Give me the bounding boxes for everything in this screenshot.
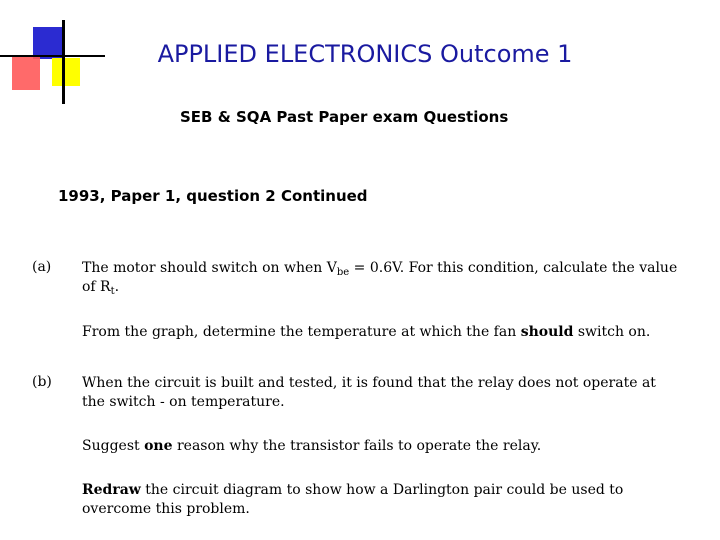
part-b-question-2: Suggest one reason why the transistor fails to operate the relay. bbox=[82, 438, 542, 454]
part-a-question-2: From the graph, determine the temperature at which the fan should switch on. bbox=[82, 324, 651, 340]
part-a-question-1: The motor should switch on when $V_{be} = 0.6V$. For this condition, calculate the value of $R_t$. bbox=[82, 260, 678, 297]
slide-subtitle: SEB & SQA Past Paper exam Questions bbox=[180, 108, 509, 126]
part-a-label: (a) bbox=[32, 259, 52, 275]
part-b-question-1: When the circuit is built and tested, it is found that the relay does not operate at the switch - on temperature. bbox=[82, 375, 656, 410]
part-b-question-3: Redraw the circuit diagram to show how a Darlington pair could be used to overcome this problem. bbox=[82, 482, 624, 517]
slide-title: APPLIED ELECTRONICS Outcome 1 bbox=[157, 40, 573, 68]
part-b-label: (b) bbox=[32, 374, 52, 390]
question-heading: 1993, Paper 1, question 2 Continued bbox=[58, 187, 368, 205]
